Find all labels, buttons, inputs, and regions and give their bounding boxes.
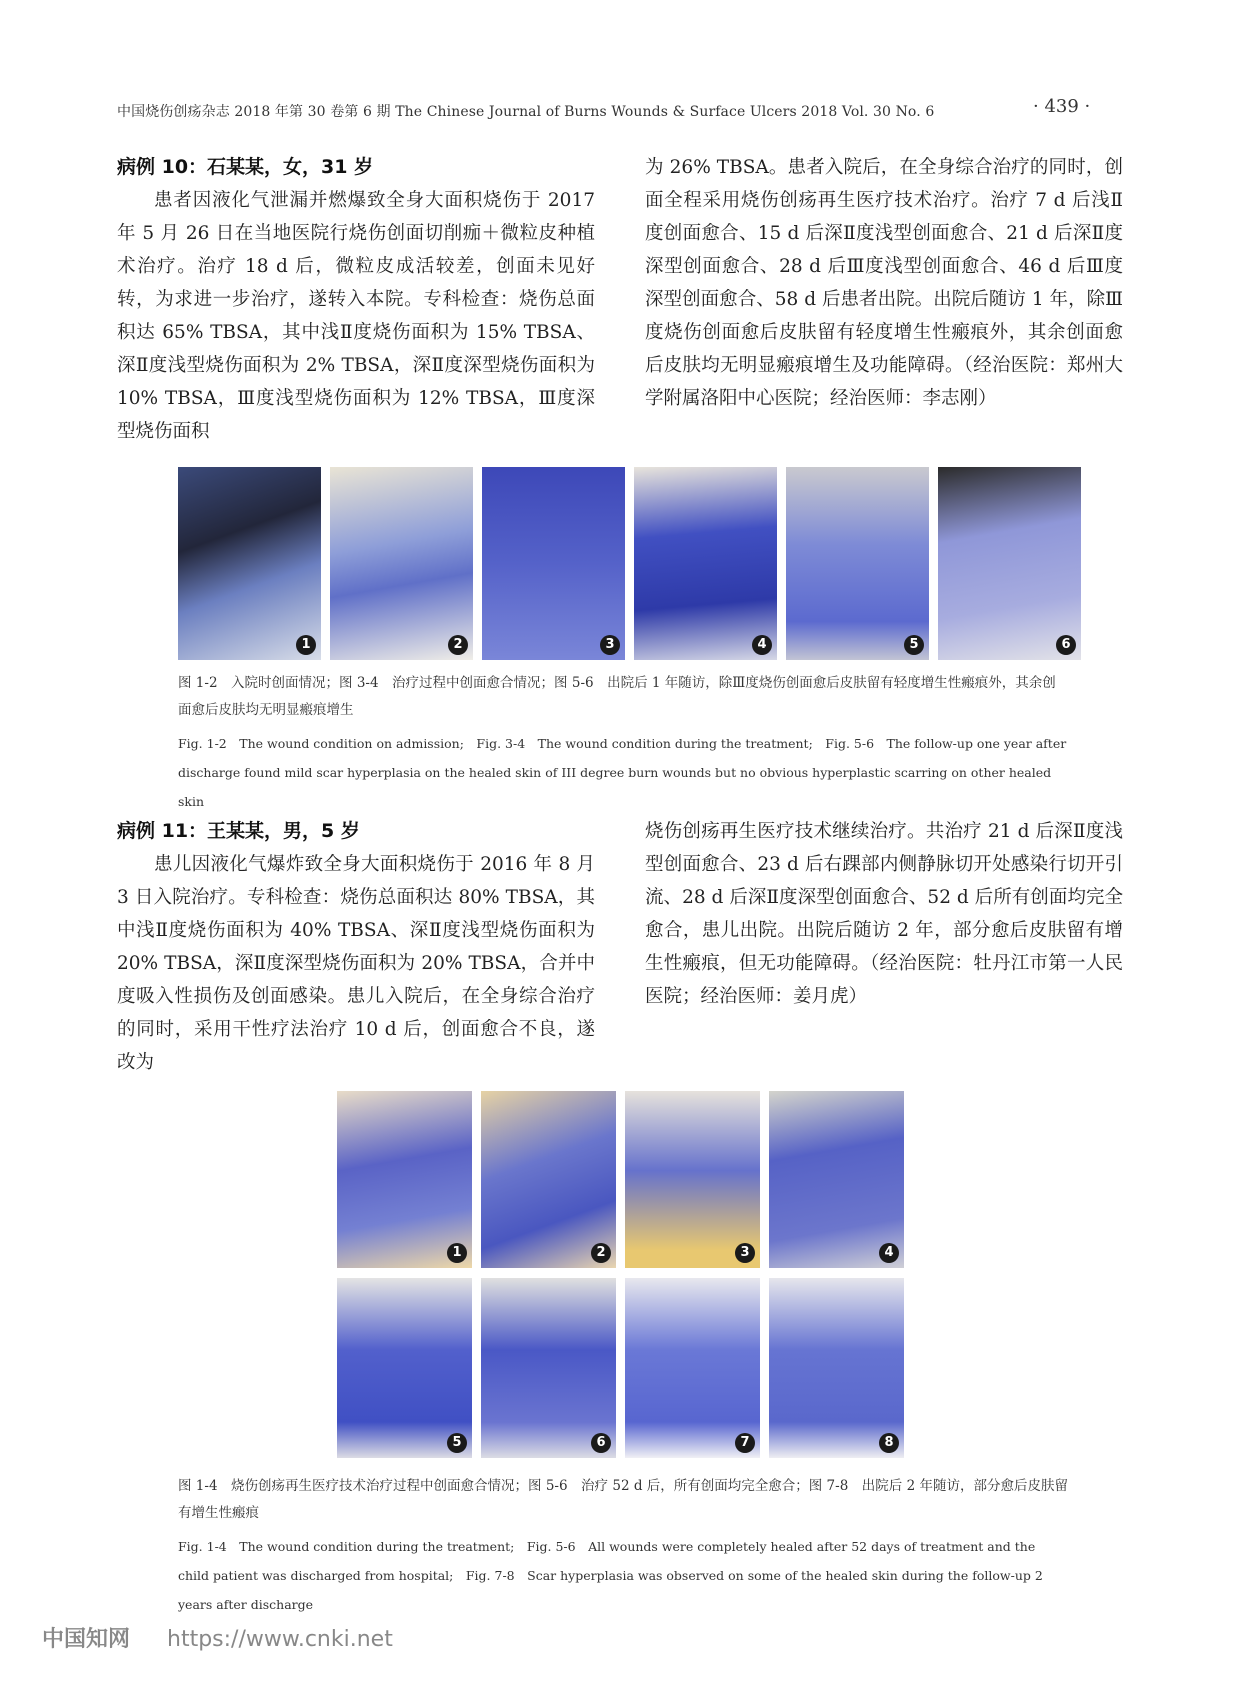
case10-caption-cn: 图 1-2 入院时创面情况；图 3-4 治疗过程中创面愈合情况；图 5-6 出院后 1 年随访，除Ⅲ度烧伤创面愈后皮肤留有轻度增生性瘢痕外，其余创面愈后皮肤均无明显瘢痕增生 <box>178 675 1056 718</box>
figure-number: 5 <box>447 1433 467 1453</box>
figure-number: 6 <box>591 1433 611 1453</box>
figure-number: 3 <box>735 1243 755 1263</box>
case11-text-left: 患儿因液化气爆炸致全身大面积烧伤于 2016 年 8 月 3 日入院治疗。专科检查：烧伤总面积达 80% TBSA，其中浅Ⅱ度烧伤面积为 40% TBSA、深Ⅱ度浅型烧伤面积为 20% TBSA，深Ⅱ度深型烧伤面积为 20% TBSA，合并中度吸入性损伤及创面感染。患儿入院后，在全身综合治疗的同时，采用干性疗法治疗 10 d 后，创面愈合不良，遂改为 <box>117 854 595 1073</box>
figure-number: 4 <box>752 635 772 655</box>
cnki-logo: 中国知网 <box>42 1627 131 1652</box>
case11-photo-5 <box>337 1278 472 1458</box>
case11-photo-6 <box>481 1278 616 1458</box>
case10-photo-6 <box>938 467 1081 660</box>
case10-photo-5 <box>786 467 929 660</box>
journal-header: 中国烧伤创疡杂志 2018 年第 30 卷第 6 期 The Chinese Journal of Burns Wounds & Surface Ulcers 2018 Vol. 30 No. 6 <box>117 104 935 120</box>
case10-photo-1 <box>178 467 321 660</box>
figure-number: 3 <box>600 635 620 655</box>
case10-photo-4 <box>634 467 777 660</box>
case11-caption-cn: 图 1-4 烧伤创疡再生医疗技术治疗过程中创面愈合情况；图 5-6 治疗 52 d 后，所有创面均完全愈合；图 7-8 出院后 2 年随访，部分愈后皮肤留有增生性瘢痕 <box>178 1478 1068 1521</box>
case11-figure-row-1 <box>337 1091 904 1268</box>
case11-photo-2 <box>481 1091 616 1268</box>
cnki-url[interactable]: https://www.cnki.net <box>167 1627 393 1652</box>
figure-number: 5 <box>904 635 924 655</box>
case11-photo-1 <box>337 1091 472 1268</box>
case11-photo-4 <box>769 1091 904 1268</box>
figure-number: 1 <box>296 635 316 655</box>
case11-photo-3 <box>625 1091 760 1268</box>
case11-left-column <box>117 815 595 1079</box>
case10-title: 病例 10：石某某，女，31 岁 <box>117 156 374 178</box>
case10-left-column <box>117 151 595 448</box>
case10-text-left: 患者因液化气泄漏并燃爆致全身大面积烧伤于 2017 年 5 月 26 日在当地医院行烧伤创面切削痂＋微粒皮种植术治疗。治疗 18 d 后，微粒皮成活较差，创面未见好转，为求进一步治疗，遂转入本院。专科检查：烧伤总面积达 65% TBSA，其中浅Ⅱ度烧伤面积为 15% TBSA、深Ⅱ度浅型烧伤面积为 2% TBSA，深Ⅱ度深型烧伤面积为 10% TBSA，Ⅲ度浅型烧伤面积为 12% TBSA，Ⅲ度深型烧伤面积 <box>117 190 595 442</box>
page-number: · 439 · <box>1033 96 1091 117</box>
case10-photo-3 <box>482 467 625 660</box>
figure-number: 6 <box>1056 635 1076 655</box>
footer <box>42 1622 393 1653</box>
figure-number: 4 <box>879 1243 899 1263</box>
case10-figure <box>178 467 1081 660</box>
case11-figure-row-2 <box>337 1278 904 1458</box>
case11-title: 病例 11：王某某，男，5 岁 <box>117 820 360 842</box>
figure-number: 2 <box>448 635 468 655</box>
case11-caption-en: Fig. 1-4 The wound condition during the treatment; Fig. 5-6 All wounds were completely healed after 52 days of treatment and the child patient was discharged from hospital; Fig. 7-8 Scar hyperplasia was observed on some of the healed skin during the follow-up 2 years after discharge <box>178 1539 1043 1612</box>
figure-number: 1 <box>447 1243 467 1263</box>
case11-text-right: 烧伤创疡再生医疗技术继续治疗。共治疗 21 d 后深Ⅱ度浅型创面愈合、23 d 后右踝部内侧静脉切开处感染行切开引流、28 d 后深Ⅱ度深型创面愈合、52 d 后所有创面均完全愈合，患儿出院。出院后随访 2 年，部分愈后皮肤留有增生性瘢痕，但无功能障碍。（经治医院：牡丹江市第一人民医院；经治医师：姜月虎） <box>645 821 1123 1007</box>
case10-photo-2 <box>330 467 473 660</box>
case11-photo-8 <box>769 1278 904 1458</box>
case10-text-right: 为 26% TBSA。患者入院后，在全身综合治疗的同时，创面全程采用烧伤创疡再生医疗技术治疗。治疗 7 d 后浅Ⅱ度创面愈合、15 d 后深Ⅱ度浅型创面愈合、21 d 后深Ⅱ度深型创面愈合、28 d 后Ⅲ度浅型创面愈合、46 d 后Ⅲ度深型创面愈合、58 d 后患者出院。出院后随访 1 年，除Ⅲ度烧伤创面愈后皮肤留有轻度增生性瘢痕外，其余创面愈后皮肤均无明显瘢痕增生及功能障碍。（经治医院：郑州大学附属洛阳中心医院；经治医师：李志刚） <box>645 157 1123 409</box>
figure-number: 8 <box>879 1433 899 1453</box>
case11-photo-7 <box>625 1278 760 1458</box>
case10-right-column <box>645 151 1123 415</box>
case10-caption-en: Fig. 1-2 The wound condition on admission; Fig. 3-4 The wound condition during the treatment; Fig. 5-6 The follow-up one year after discharge found mild scar hyperplasia on the healed skin of III degree burn wounds but no obvious hyperplastic scarring on other healed skin <box>178 736 1067 809</box>
figure-number: 7 <box>735 1433 755 1453</box>
case11-right-column <box>645 815 1123 1013</box>
figure-number: 2 <box>591 1243 611 1263</box>
